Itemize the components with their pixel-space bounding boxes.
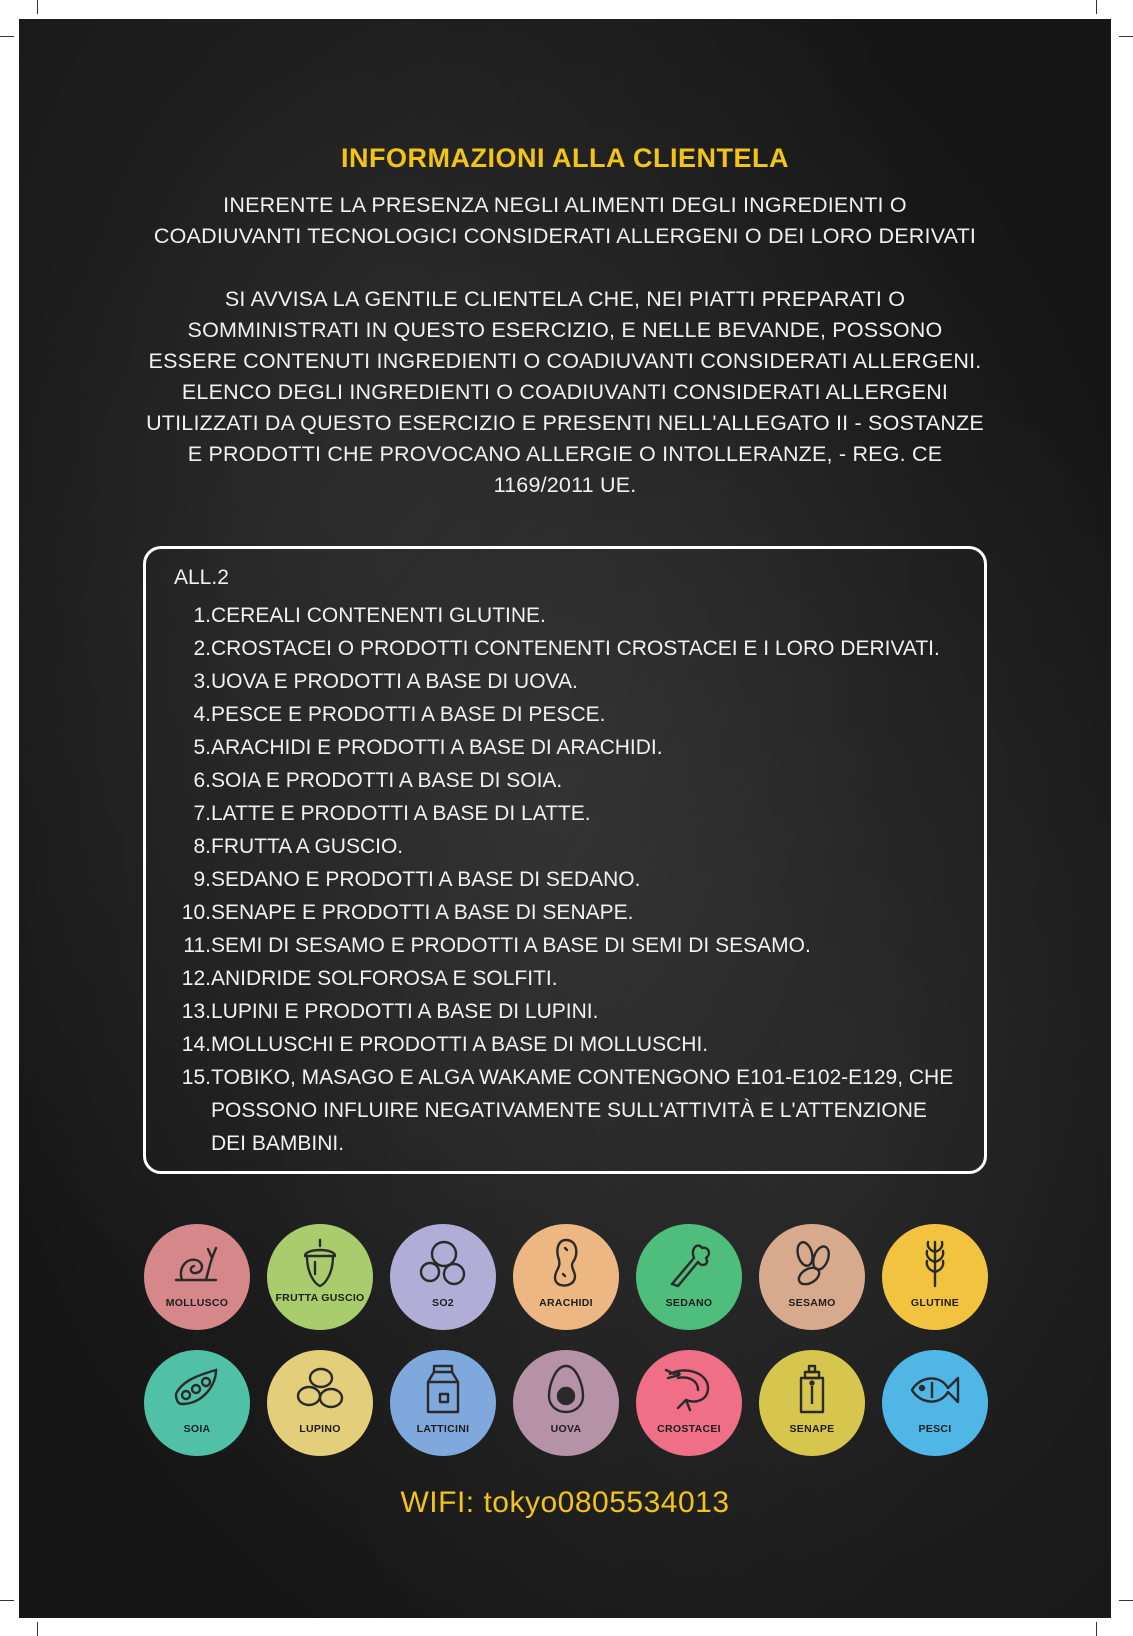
item-text: LATTE E PRODOTTI A BASE DI LATTE. bbox=[211, 802, 591, 825]
list-item bbox=[174, 599, 964, 632]
list-item bbox=[174, 962, 964, 995]
item-number: 10. bbox=[181, 901, 211, 924]
allergen-label: LATTICINI bbox=[416, 1423, 470, 1435]
item-text: UOVA E PRODOTTI A BASE DI UOVA. bbox=[211, 670, 578, 693]
soy-pod-icon bbox=[172, 1364, 222, 1414]
notice-line: E PRODOTTI CHE PROVOCANO ALLERGIE O INTOLLERANZE, - REG. CE bbox=[187, 442, 943, 466]
item-text: ARACHIDI E PRODOTTI A BASE DI ARACHIDI. bbox=[211, 736, 663, 759]
allergen-icon-row bbox=[144, 1224, 1005, 1330]
list-item bbox=[174, 1061, 964, 1160]
item-number: 15. bbox=[181, 1066, 211, 1089]
crop-mark bbox=[0, 36, 14, 37]
item-text: FRUTTA A GUSCIO. bbox=[211, 835, 404, 858]
item-number: 12. bbox=[181, 967, 211, 990]
allergen-list-title: ALL.2 bbox=[174, 566, 229, 589]
allergen-crostacei bbox=[636, 1350, 742, 1456]
item-number: 13. bbox=[181, 1000, 211, 1023]
milk-carton-icon bbox=[418, 1364, 468, 1414]
allergen-label: PESCI bbox=[918, 1423, 952, 1435]
allergen-label: LUPINO bbox=[299, 1423, 341, 1435]
item-text: PESCE E PRODOTTI A BASE DI PESCE. bbox=[211, 703, 606, 726]
item-number: 1. bbox=[193, 604, 211, 627]
snail-icon bbox=[172, 1238, 222, 1288]
item-text: SEMI DI SESAMO E PRODOTTI A BASE DI SEMI DI SESAMO. bbox=[211, 934, 811, 957]
list-item bbox=[174, 995, 964, 1028]
subtitle bbox=[129, 190, 1001, 252]
item-text: LUPINI E PRODOTTI A BASE DI LUPINI. bbox=[211, 1000, 599, 1023]
allergen-senape bbox=[759, 1350, 865, 1456]
fish-icon bbox=[910, 1364, 960, 1414]
item-number: 14. bbox=[181, 1033, 211, 1056]
bubbles-icon bbox=[418, 1238, 468, 1288]
list-item bbox=[174, 764, 964, 797]
acorn-icon bbox=[295, 1238, 345, 1288]
item-number: 11. bbox=[183, 934, 211, 957]
list-item bbox=[174, 896, 964, 929]
item-number: 8. bbox=[193, 835, 211, 858]
item-text: CEREALI CONTENENTI GLUTINE. bbox=[211, 604, 546, 627]
list-item bbox=[174, 929, 964, 962]
lupin-icon bbox=[295, 1364, 345, 1414]
crop-mark bbox=[1096, 1622, 1097, 1636]
allergen-label: SOIA bbox=[183, 1423, 211, 1435]
crop-mark bbox=[1119, 36, 1133, 37]
allergen-list bbox=[174, 599, 964, 1160]
crop-mark bbox=[0, 1600, 14, 1601]
list-item bbox=[174, 1028, 964, 1061]
list-item bbox=[174, 698, 964, 731]
allergen-label: SO2 bbox=[432, 1297, 454, 1309]
mustard-bottle-icon bbox=[787, 1364, 837, 1414]
seeds-icon bbox=[787, 1238, 837, 1288]
allergen-sesamo bbox=[759, 1224, 865, 1330]
egg-icon bbox=[541, 1364, 591, 1414]
chalkboard bbox=[19, 19, 1111, 1618]
crop-mark bbox=[37, 1622, 38, 1636]
crop-mark bbox=[1096, 0, 1097, 14]
item-text: ANIDRIDE SOLFOROSA E SOLFITI. bbox=[211, 967, 558, 990]
allergen-so2 bbox=[390, 1224, 496, 1330]
allergen-mollusco bbox=[144, 1224, 250, 1330]
allergen-uova bbox=[513, 1350, 619, 1456]
item-text: SENAPE E PRODOTTI A BASE DI SENAPE. bbox=[211, 901, 634, 924]
notice-line: 1169/2011 UE. bbox=[493, 473, 637, 497]
notice-paragraph bbox=[129, 284, 1001, 501]
item-number: 7. bbox=[193, 802, 211, 825]
list-item bbox=[174, 830, 964, 863]
notice-line: ELENCO DEGLI INGREDIENTI O COADIUVANTI CONSIDERATI ALLERGENI bbox=[181, 380, 949, 404]
allergen-label: SESAMO bbox=[788, 1297, 836, 1309]
list-item bbox=[174, 797, 964, 830]
list-item bbox=[174, 665, 964, 698]
list-item bbox=[174, 731, 964, 764]
allergen-latticini bbox=[390, 1350, 496, 1456]
allergen-arachidi bbox=[513, 1224, 619, 1330]
allergen-label: SEDANO bbox=[665, 1297, 713, 1309]
allergen-label: FRUTTA GUSCIO bbox=[275, 1292, 365, 1304]
allergen-sedano bbox=[636, 1224, 742, 1330]
item-number: 2. bbox=[193, 637, 211, 660]
item-text: CROSTACEI O PRODOTTI CONTENENTI CROSTACEI E I LORO DERIVATI. bbox=[211, 637, 940, 660]
wheat-icon bbox=[910, 1238, 960, 1288]
notice-line: SI AVVISA LA GENTILE CLIENTELA CHE, NEI PIATTI PREPARATI O bbox=[224, 287, 906, 311]
item-number: 3. bbox=[193, 670, 211, 693]
wifi-info: WIFI: tokyo0805534013 bbox=[400, 1486, 730, 1519]
allergen-soia bbox=[144, 1350, 250, 1456]
allergen-pesci bbox=[882, 1350, 988, 1456]
allergen-label: GLUTINE bbox=[910, 1297, 960, 1309]
allergen-label: CROSTACEI bbox=[657, 1423, 721, 1435]
peanut-icon bbox=[541, 1238, 591, 1288]
item-text: SOIA E PRODOTTI A BASE DI SOIA. bbox=[211, 769, 563, 792]
notice-line: ESSERE CONTENUTI INGREDIENTI O COADIUVANTI CONSIDERATI ALLERGENI. bbox=[148, 349, 982, 373]
allergen-label: MOLLUSCO bbox=[165, 1297, 229, 1309]
item-text: SEDANO E PRODOTTI A BASE DI SEDANO. bbox=[211, 868, 641, 891]
allergen-frutta-guscio bbox=[267, 1224, 373, 1330]
list-item bbox=[174, 863, 964, 896]
item-text: MOLLUSCHI E PRODOTTI A BASE DI MOLLUSCHI. bbox=[211, 1033, 709, 1056]
celery-icon bbox=[664, 1238, 714, 1288]
allergen-label: SENAPE bbox=[789, 1423, 835, 1435]
notice-line: UTILIZZATI DA QUESTO ESERCIZIO E PRESENTI NELL'ALLEGATO II - SOSTANZE bbox=[146, 411, 984, 435]
allergen-lupino bbox=[267, 1350, 373, 1456]
subtitle-line: INERENTE LA PRESENZA NEGLI ALIMENTI DEGLI INGREDIENTI O bbox=[223, 193, 907, 217]
allergen-glutine bbox=[882, 1224, 988, 1330]
notice-line: SOMMINISTRATI IN QUESTO ESERCIZIO, E NELLE BEVANDE, POSSONO bbox=[187, 318, 943, 342]
subtitle-line: COADIUVANTI TECNOLOGICI CONSIDERATI ALLERGENI O DEI LORO DERIVATI bbox=[153, 224, 977, 248]
item-number: 5. bbox=[193, 736, 211, 759]
allergen-icon-row bbox=[144, 1350, 1005, 1456]
item-number: 9. bbox=[193, 868, 211, 891]
allergen-label: UOVA bbox=[550, 1423, 582, 1435]
page-title: INFORMAZIONI ALLA CLIENTELA bbox=[341, 143, 789, 173]
allergen-label: ARACHIDI bbox=[539, 1297, 593, 1309]
allergen-list-box bbox=[143, 546, 987, 1174]
shrimp-icon bbox=[664, 1364, 714, 1414]
crop-mark bbox=[1119, 1600, 1133, 1601]
list-item bbox=[174, 632, 964, 665]
crop-mark bbox=[37, 0, 38, 14]
item-text: TOBIKO, MASAGO E ALGA WAKAME CONTENGONO E101-E102-E129, CHE POSSONO INFLUIRE NEGATIVAMENTE SULL'ATTIVITÀ E L'ATTENZIONE DEI BAMBINI. bbox=[211, 1066, 954, 1155]
item-number: 6. bbox=[193, 769, 211, 792]
item-number: 4. bbox=[193, 703, 211, 726]
